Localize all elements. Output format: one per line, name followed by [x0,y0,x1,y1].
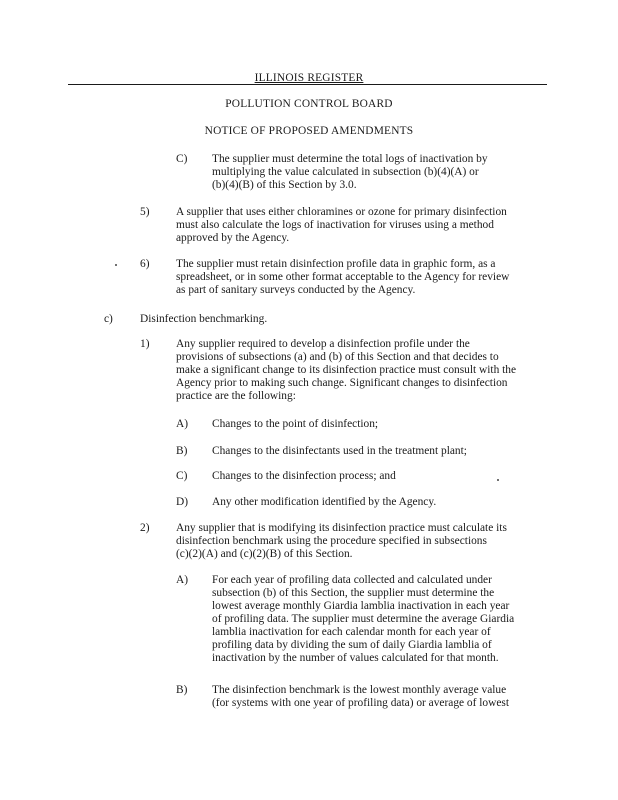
text-line: must also calculate the logs of inactivation for viruses using a method [176,219,494,231]
text-line: profiling data by dividing the sum of daily Giardia lamblia of [212,639,492,651]
item-label: A) [176,574,189,586]
text-line: (c)(2)(A) and (c)(2)(B) of this Section. [176,548,353,560]
item-label: C) [176,153,188,165]
item-label: 1) [140,338,150,350]
text-line: A supplier that uses either chloramines or ozone for primary disinfection [176,206,507,218]
item-label: D) [176,496,189,508]
text-line: (for systems with one year of profiling data) or average of lowest [212,697,510,709]
text-line: Any supplier required to develop a disinfection profile under the [176,338,470,350]
list-item: Any other modification identified by the Agency. [212,496,437,508]
text-line: practice are the following: [176,390,296,402]
item-label: 2) [140,522,150,534]
item-label: C) [176,470,188,482]
text-line: The supplier must retain disinfection profile data in graphic form, as a [176,258,496,270]
paragraph-item-6 [176,258,509,297]
text-line: The disinfection benchmark is the lowest monthly average value [212,684,507,696]
stray-mark [115,264,117,266]
list-item: Changes to the disinfectants used in the treatment plant; [212,445,467,457]
paragraph-c-sub [212,153,488,192]
header-rule [68,84,547,85]
text-line: disinfection benchmark using the procedure specified in subsections [176,535,487,547]
item-label: B) [176,684,188,696]
paragraph-item-2-b [212,684,509,710]
text-line: For each year of profiling data collected and calculated under [212,574,492,586]
board-name: POLLUTION CONTROL BOARD [225,98,393,110]
section-label: c) [104,313,113,325]
text-line: lamblia inactivation for each calendar month for each year of [212,626,491,638]
section-heading: Disinfection benchmarking. [140,313,268,325]
list-item: Changes to the point of disinfection; [212,418,379,430]
text-line: as part of sanitary surveys conducted by the Agency. [176,284,416,296]
text-line: lowest average monthly Giardia lamblia inactivation in each year [212,600,510,612]
paragraph-item-1 [176,338,516,403]
text-line: (b)(4)(B) of this Section by 3.0. [212,179,357,191]
paragraph-item-2 [176,522,507,561]
item-label: B) [176,445,188,457]
list-item: Changes to the disinfection process; and [212,470,396,482]
item-label: 6) [140,258,150,270]
item-label: 5) [140,206,150,218]
text-line: The supplier must determine the total logs of inactivation by [212,153,488,165]
text-line: make a significant change to its disinfection practice must consult with the [176,364,517,376]
text-line: Any supplier that is modifying its disinfection practice must calculate its [176,522,507,534]
text-line: Agency prior to making such change. Significant changes to disinfection [176,377,508,389]
text-line: subsection (b) of this Section, the supplier must determine the [212,587,495,599]
paragraph-item-2-a [212,574,514,665]
text-line: provisions of subsections (a) and (b) of this Section and that decides to [176,351,499,363]
text-line: inactivation by the number of values calculated for that month. [212,652,499,664]
paragraph-item-5 [176,206,507,245]
stray-mark [497,479,499,481]
text-line: multiplying the value calculated in subsection (b)(4)(A) or [212,166,479,178]
text-line: of profiling data. The supplier must determine the average Giardia [212,613,515,625]
notice-heading: NOTICE OF PROPOSED AMENDMENTS [204,125,414,137]
item-label: A) [176,418,189,430]
text-line: approved by the Agency. [176,232,290,244]
text-line: spreadsheet, or in some other format acceptable to the Agency for review [176,271,510,283]
register-title: ILLINOIS REGISTER [254,72,364,84]
